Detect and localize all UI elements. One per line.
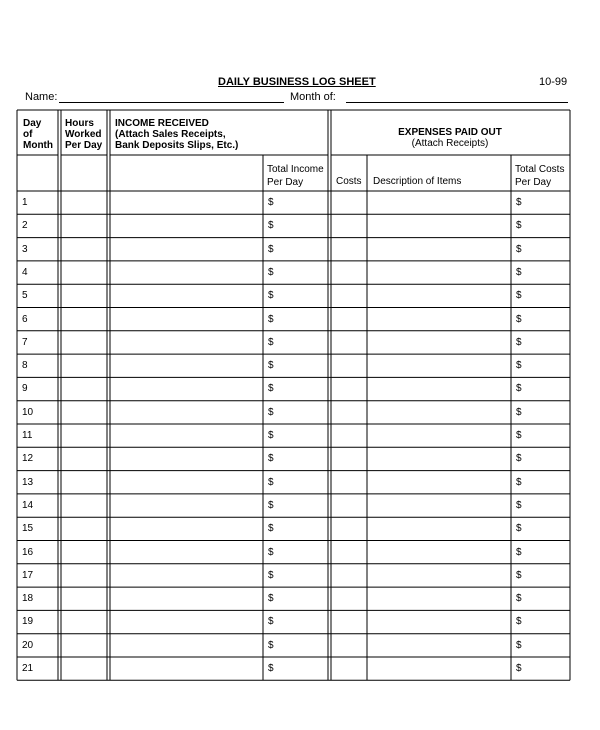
cost-dollar-sign: $ <box>516 453 522 465</box>
income-dollar-sign: $ <box>268 663 274 674</box>
income-dollar-sign: $ <box>268 453 274 465</box>
month-label: Month of: <box>290 91 336 103</box>
cost-dollar-sign: $ <box>516 220 522 232</box>
day-number: 9 <box>22 383 28 395</box>
day-number: 3 <box>22 243 28 255</box>
day-number: 19 <box>22 616 34 628</box>
costs-header: Costs <box>336 176 362 187</box>
income-dollar-sign: $ <box>268 406 274 418</box>
day-number: 1 <box>22 197 28 208</box>
cost-dollar-sign: $ <box>516 406 522 418</box>
cost-dollar-sign: $ <box>516 523 522 535</box>
total-costs-header: Total Costs Per Day <box>515 164 565 188</box>
day-number: 21 <box>22 663 34 674</box>
cost-dollar-sign: $ <box>516 290 522 302</box>
income-dollar-sign: $ <box>268 383 274 395</box>
cost-dollar-sign: $ <box>516 499 522 511</box>
day-number: 13 <box>22 476 34 488</box>
day-number: 15 <box>22 523 34 535</box>
day-number: 2 <box>22 220 28 232</box>
cost-dollar-sign: $ <box>516 383 522 395</box>
cost-dollar-sign: $ <box>516 639 522 651</box>
income-dollar-sign: $ <box>268 266 274 278</box>
cost-dollar-sign: $ <box>516 593 522 605</box>
form-code: 10-99 <box>539 76 568 88</box>
cost-dollar-sign: $ <box>516 243 522 255</box>
cost-dollar-sign: $ <box>516 663 522 674</box>
cost-dollar-sign: $ <box>516 430 522 441</box>
day-number: 20 <box>22 639 34 651</box>
day-header: Day of Month <box>23 118 53 151</box>
income-dollar-sign: $ <box>268 569 274 581</box>
day-number: 10 <box>22 406 34 418</box>
name-label: Name: <box>25 91 58 103</box>
day-number: 4 <box>22 266 28 278</box>
income-dollar-sign: $ <box>268 593 274 605</box>
day-number: 14 <box>22 499 34 511</box>
cost-dollar-sign: $ <box>516 360 522 372</box>
income-dollar-sign: $ <box>268 523 274 535</box>
income-dollar-sign: $ <box>268 430 274 441</box>
income-dollar-sign: $ <box>268 476 274 488</box>
day-number: 11 <box>22 430 33 441</box>
cost-dollar-sign: $ <box>516 476 522 488</box>
income-dollar-sign: $ <box>268 290 274 302</box>
day-number: 8 <box>22 360 28 372</box>
description-header: Description of Items <box>373 176 462 187</box>
cost-dollar-sign: $ <box>516 569 522 581</box>
day-number: 5 <box>22 290 28 302</box>
income-dollar-sign: $ <box>268 313 274 325</box>
day-number: 16 <box>22 546 34 558</box>
income-dollar-sign: $ <box>268 197 274 208</box>
income-dollar-sign: $ <box>268 360 274 372</box>
cost-dollar-sign: $ <box>516 546 522 558</box>
cost-dollar-sign: $ <box>516 197 522 208</box>
income-dollar-sign: $ <box>268 220 274 232</box>
day-number: 12 <box>22 453 34 465</box>
day-number: 7 <box>22 336 28 348</box>
cost-dollar-sign: $ <box>516 266 522 278</box>
day-number: 18 <box>22 593 34 605</box>
day-number: 6 <box>22 313 28 325</box>
cost-dollar-sign: $ <box>516 336 522 348</box>
income-dollar-sign: $ <box>268 499 274 511</box>
income-dollar-sign: $ <box>268 336 274 348</box>
income-dollar-sign: $ <box>268 243 274 255</box>
expenses-header: EXPENSES PAID OUT (Attach Receipts) <box>398 127 502 149</box>
hours-header: Hours Worked Per Day <box>65 118 103 151</box>
day-number: 17 <box>22 569 34 581</box>
cost-dollar-sign: $ <box>516 616 522 628</box>
total-income-header: Total Income Per Day <box>267 164 324 188</box>
income-dollar-sign: $ <box>268 546 274 558</box>
page-title: DAILY BUSINESS LOG SHEET <box>218 76 376 88</box>
income-dollar-sign: $ <box>268 616 274 628</box>
cost-dollar-sign: $ <box>516 313 522 325</box>
income-dollar-sign: $ <box>268 639 274 651</box>
income-header: INCOME RECEIVED (Attach Sales Receipts, Bank Deposits Slips, Etc.) <box>115 118 239 151</box>
